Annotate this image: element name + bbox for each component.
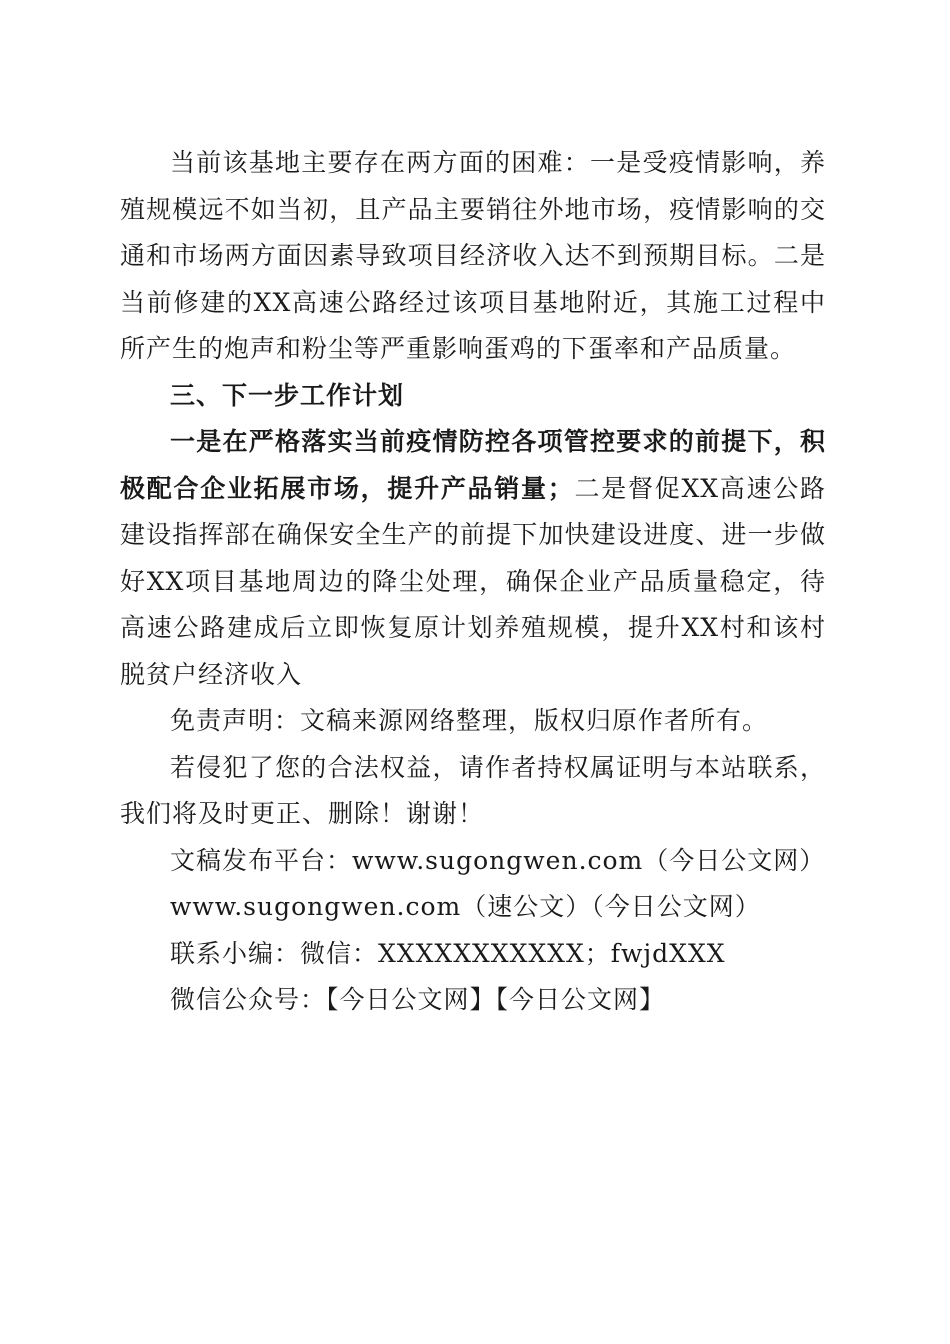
wechat-account-line: 微信公众号：【今日公文网】【今日公文网】 bbox=[170, 985, 666, 1014]
infringement-notice: 若侵犯了您的合法权益，请作者持权属证明与本站联系，我们将及时更正、删除！谢谢！ bbox=[120, 752, 826, 828]
plan-bold-part: 一是在严格落实当前疫情防控各项管控要求的前提下，积极配合企业拓展市场，提升产品销量； bbox=[120, 427, 826, 503]
paragraph-work-plan bbox=[120, 419, 826, 698]
platform-line: 文稿发布平台：www.sugongwen.com（今日公文网） bbox=[170, 845, 826, 875]
disclaimer: 免责声明：文稿来源网络整理，版权归原作者所有。 bbox=[170, 706, 769, 735]
section-heading: 三、下一步工作计划 bbox=[170, 380, 405, 410]
contact-line: 联系小编：微信：XXXXXXXXXXX；fwjdXXX bbox=[170, 938, 726, 968]
plan-rest: 二是督促XX高速公路建设指挥部在确保安全生产的前提下加快建设进度、进一步做好XX项目基地周边的降尘处理，确保企业产品质量稳定，待高速公路建成后立即恢复原计划养殖规模，提升XX村和该村脱贫户经济收入 bbox=[120, 473, 826, 689]
paragraph-difficulties: 当前该基地主要存在两方面的困难：一是受疫情影响，养殖规模远不如当初，且产品主要销往外地市场，疫情影响的交通和市场两方面因素导致项目经济收入达不到预期目标。二是当前修建的XX高速公路经过该项目基地附近，其施工过程中所产生的炮声和粉尘等严重影响蛋鸡的下蛋率和产品质量。 bbox=[120, 148, 826, 363]
site-line: www.sugongwen.com（速公文）（今日公文网） bbox=[170, 892, 761, 921]
document-body bbox=[120, 140, 826, 1024]
